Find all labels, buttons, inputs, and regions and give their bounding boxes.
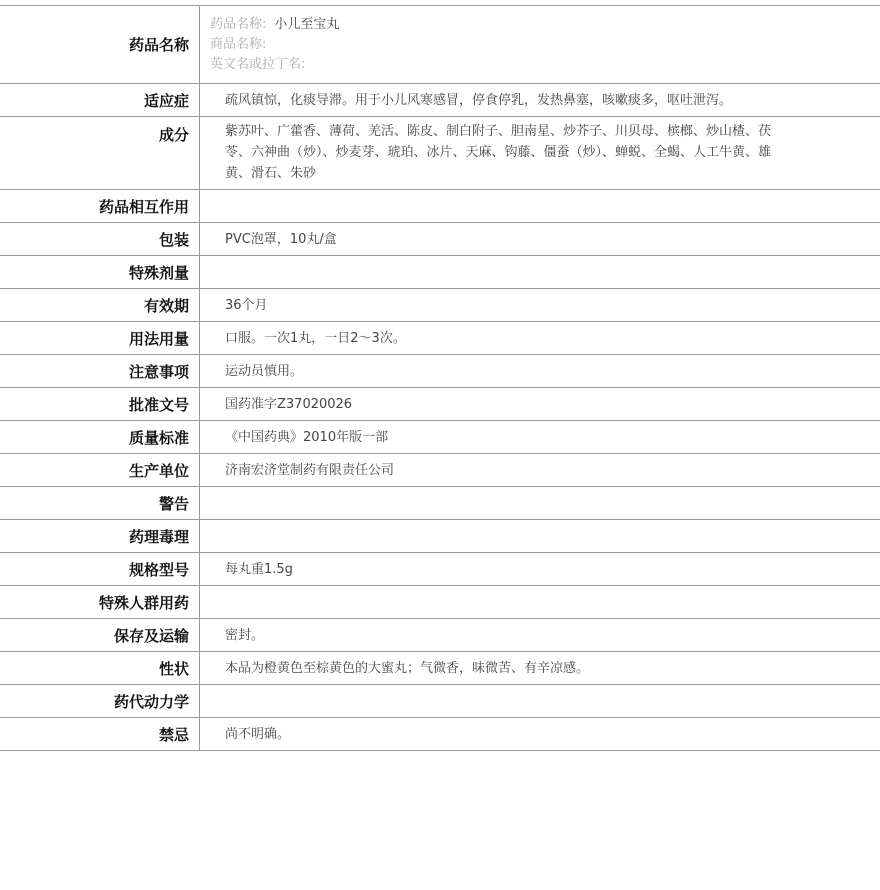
row-label: 批准文号 [0,388,200,420]
row-value: 36个月 [225,297,268,313]
row-label: 药品名称 [0,6,200,83]
row-value [200,256,880,288]
generic-name-value: 小儿至宝丸 [274,17,340,32]
row-storage [0,619,880,652]
row-warning [0,487,880,520]
row-special-populations [0,586,880,619]
row-label: 包装 [0,223,200,255]
english-name-key: 英文名或拉丁名: [210,57,306,72]
row-value: 本品为橙黄色至棕黄色的大蜜丸；气微香，味微苦、有辛凉感。 [225,660,590,676]
row-pharmacokinetics [0,685,880,718]
row-label: 性状 [0,652,200,684]
row-ingredients [0,117,880,190]
row-label: 适应症 [0,84,200,116]
row-label: 禁忌 [0,718,200,750]
row-label: 质量标准 [0,421,200,453]
row-drug-name [0,6,880,84]
row-label: 保存及运输 [0,619,200,651]
row-value: 尚不明确。 [225,726,291,742]
row-label: 有效期 [0,289,200,321]
row-value: 国药准字Z37020026 [225,396,353,412]
row-dosage [0,322,880,355]
drug-info-table [0,5,880,751]
row-value [200,487,880,519]
row-value: 密封。 [225,627,265,643]
generic-name-key: 药品名称: [210,17,267,32]
row-approval-number [0,388,880,421]
trade-name-key: 商品名称: [210,37,267,52]
row-shelf-life [0,289,880,322]
row-manufacturer [0,454,880,487]
row-value: 紫苏叶、广藿香、薄荷、羌活、陈皮、制白附子、胆南星、炒芥子、川贝母、槟榔、炒山楂、茯苓、六神曲（炒）、炒麦芽、琥珀、冰片、天麻、钩藤、僵蚕（炒）、蝉蜕、全蝎、人工牛黄、雄黄、滑石、朱砂 [225,124,772,181]
row-label: 药品相互作用 [0,190,200,222]
row-value [200,190,880,222]
row-label: 注意事项 [0,355,200,387]
english-name-line [210,55,339,75]
row-label: 药代动力学 [0,685,200,717]
row-label: 警告 [0,487,200,519]
row-packaging [0,223,880,256]
row-specification [0,553,880,586]
row-value: 《中国药典》2010年版一部 [225,429,389,445]
row-interactions [0,190,880,223]
row-value [200,685,880,717]
row-value [200,586,880,618]
row-label: 用法用量 [0,322,200,354]
row-label: 成分 [0,117,200,189]
row-label: 特殊人群用药 [0,586,200,618]
row-indications [0,84,880,117]
row-description [0,652,880,685]
trade-name-line [210,35,339,55]
row-precautions [0,355,880,388]
generic-name-line [210,15,339,35]
row-label: 药理毒理 [0,520,200,552]
drug-name-block [200,6,339,83]
row-value: 每丸重1.5g [225,561,293,577]
row-value: 运动员慎用。 [225,363,304,379]
row-value: 口服。一次1丸，一日2～3次。 [225,330,406,346]
row-quality-standard [0,421,880,454]
row-pharmacology [0,520,880,553]
row-value: PVC泡罩，10丸/盒 [225,231,337,247]
row-value: 济南宏济堂制药有限责任公司 [225,462,395,478]
row-contraindications [0,718,880,751]
row-value: 疏风镇惊，化痰导滞。用于小儿风寒感冒，停食停乳，发热鼻塞，咳嗽痰多，呕吐泄泻。 [225,92,733,108]
row-label: 生产单位 [0,454,200,486]
row-label: 特殊剂量 [0,256,200,288]
row-value [200,520,880,552]
row-label: 规格型号 [0,553,200,585]
row-special-dosage [0,256,880,289]
